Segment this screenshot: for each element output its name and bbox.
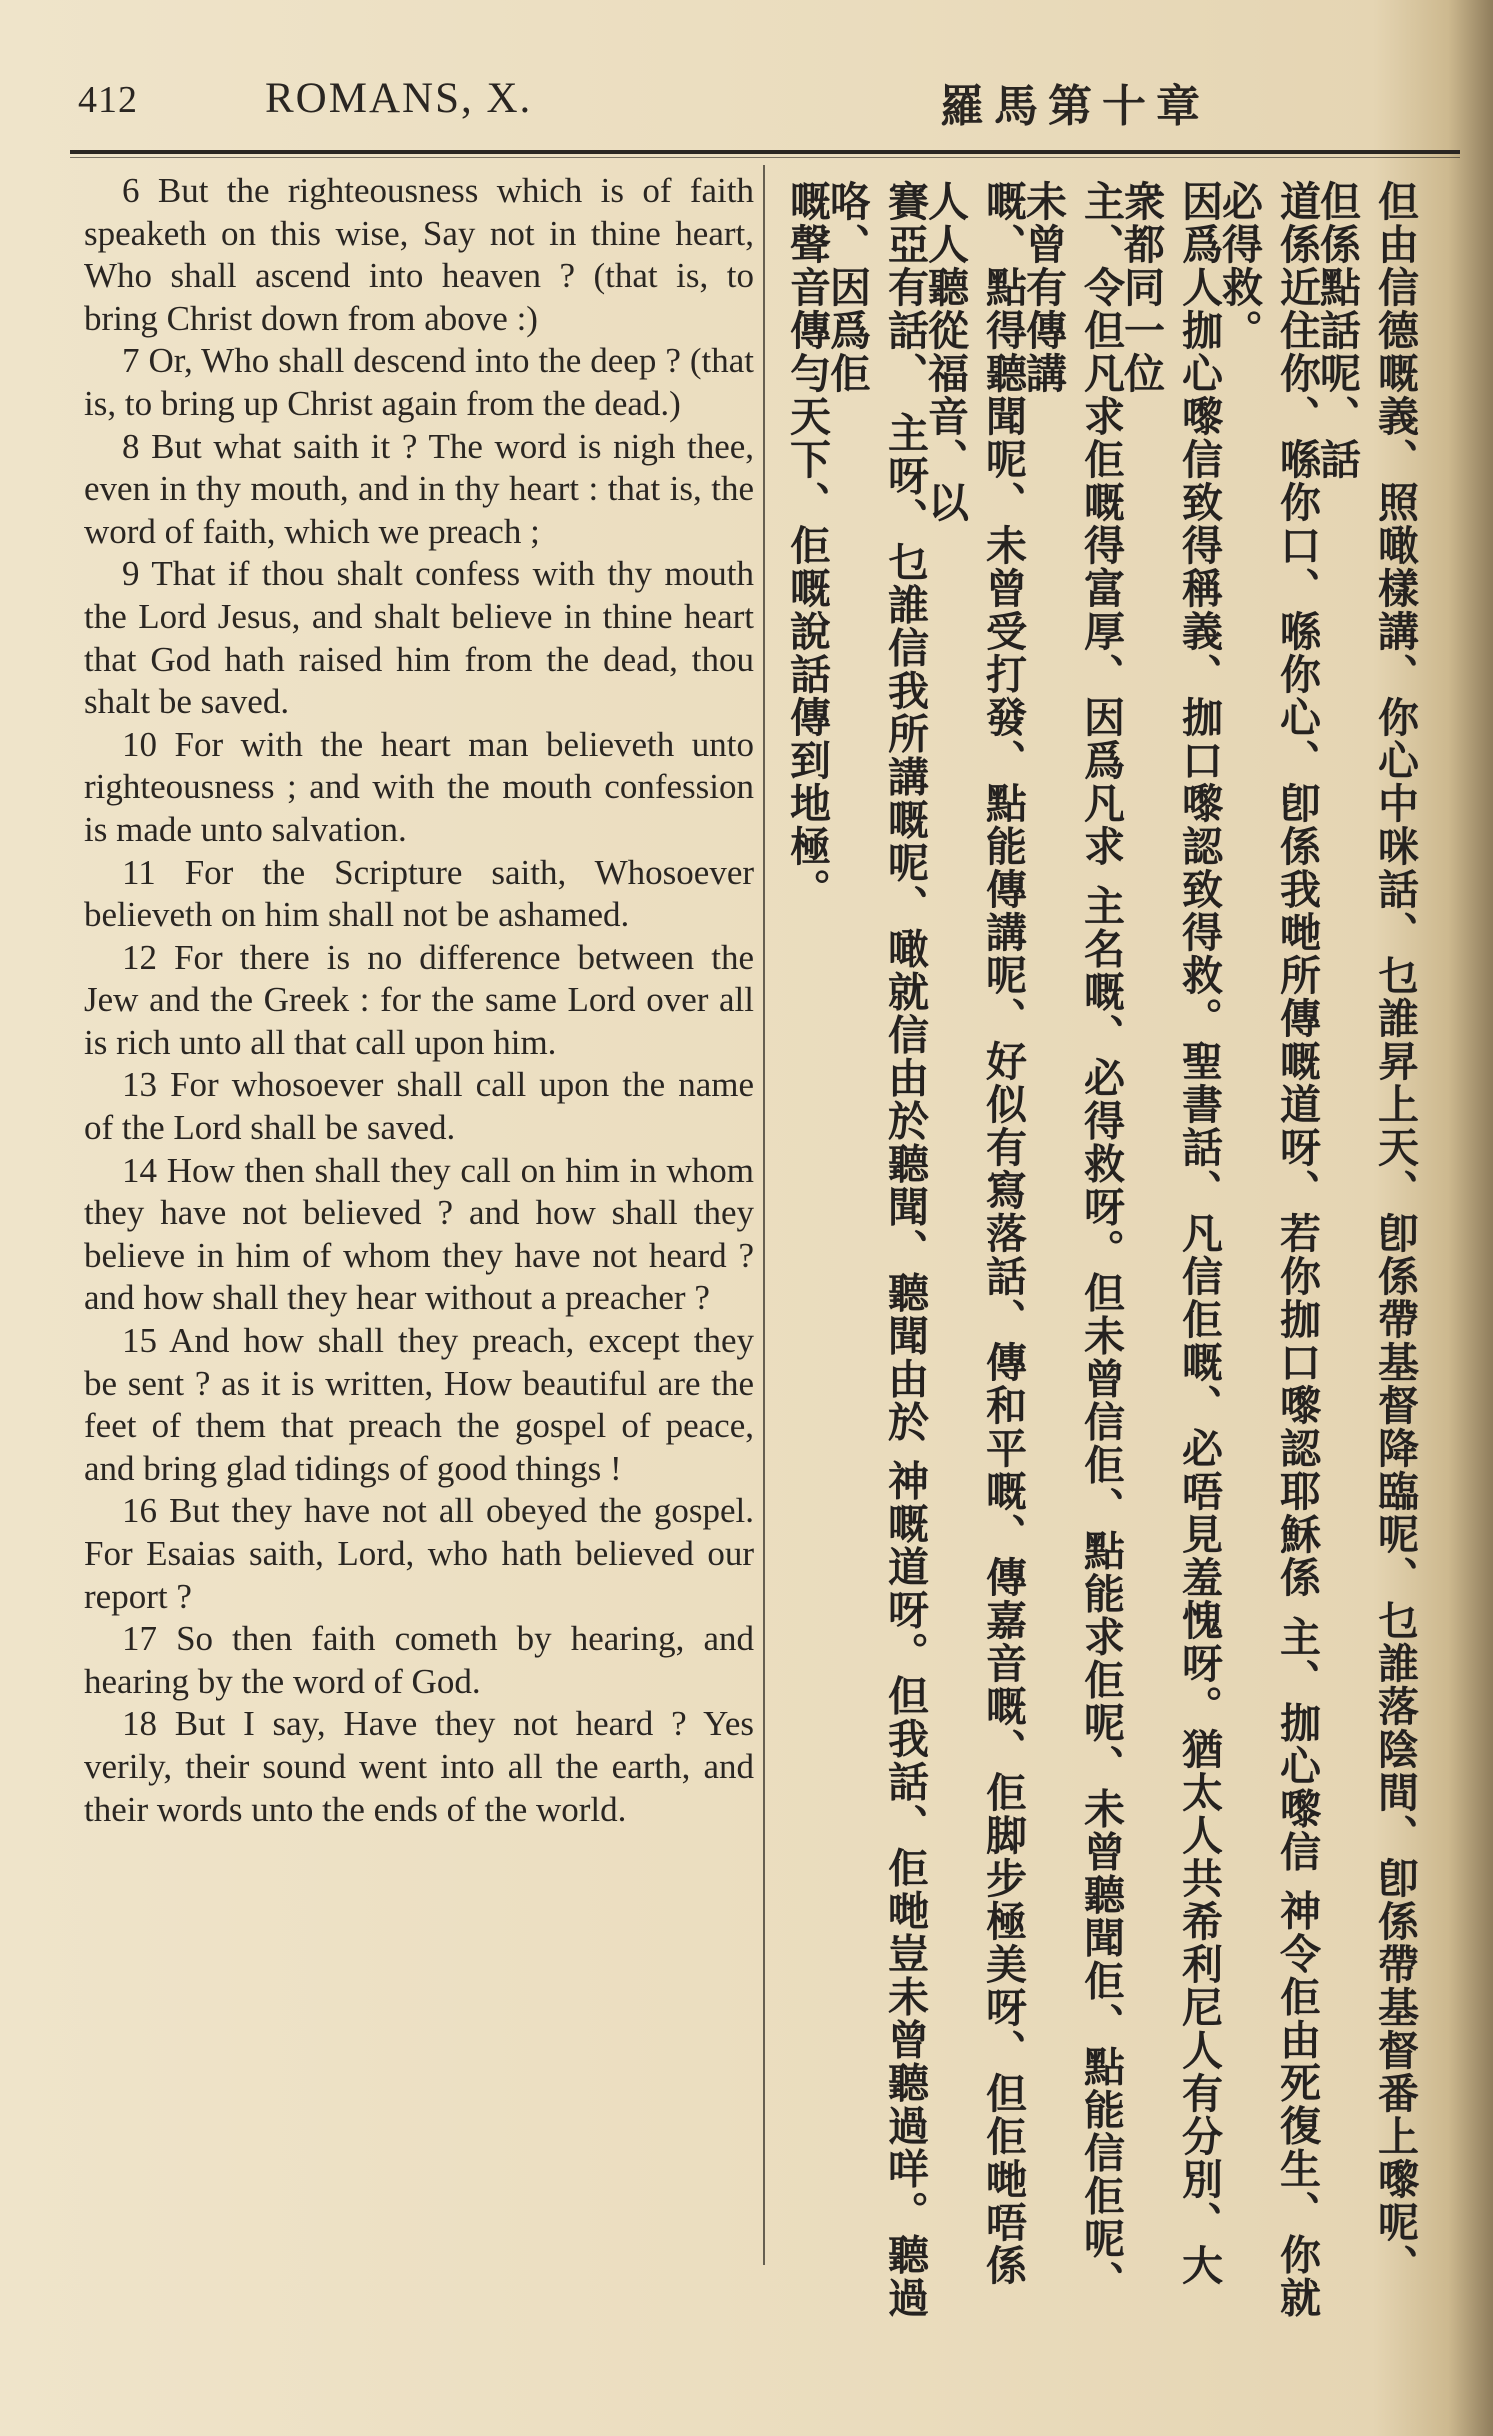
verse-15: 15 And how shall they preach, except they be sent ? as it is written, How beautiful are the feet of them that preach the gospel of peace, and bring glad tidings of good things ! — [84, 1321, 754, 1488]
chinese-column: 賽亞有話、 主呀、乜誰信我所講嘅呢、噉就信由於聽聞、聽聞由於 神嘅道呀。但我話、佢哋豈未曾聽過咩。聽過咯、因爲佢 — [823, 180, 929, 2320]
chinese-column: 道係近住你、喺你口、喺你心、卽係我哋所傳嘅道呀、若你拁口嚟認耶穌係 主、拁心嚟信 神令佢由死復生、你就必得救。 — [1215, 180, 1321, 2320]
verse-14: 14 How then shall they call on him in whom they have not believed ? and how shall they believe in him of whom they have not heard ? and how shall they hear without a preacher ? — [84, 1150, 755, 1318]
verse-10: 10 For with the heart man believeth unto righteousness ; and with the mouth confession is made unto salvation. — [84, 724, 755, 849]
verse-18: 18 But I say, Have they not heard ? Yes verily, their sound went into all the earth, and their words unto the ends of the world. — [84, 1704, 755, 1829]
verse-12: 12 For there is no difference between the Jew and the Greek : for the same Lord over all is rich unto all that call upon him. — [84, 937, 754, 1062]
verse-13: 13 For whosoever shall call upon the name of the Lord shall be saved. — [84, 1065, 755, 1148]
chinese-column: 嘅聲音傳勻天下、佢嘅說話傳到地極。 — [783, 180, 831, 911]
verse-6: 6 But the righteousness which is of faith speaketh on this wise, Say not in thine heart, Who shall ascend into heaven ? (that is, to bring Christ down from above :) — [84, 171, 754, 338]
page-number: 412 — [78, 79, 138, 121]
header-rule — [70, 150, 1460, 154]
header-rule-thin — [70, 157, 1460, 158]
chinese-column: 主、令但凡求佢嘅得富厚、因爲凡求 主名嘅、必得救呀。但未曾信佢、點能求佢呢、未曾聽聞佢、點能信佢呢、未曾有傳講 — [1019, 180, 1125, 2304]
chinese-column: 嘅、點得聽聞呢、未曾受打發、點能傳講呢、好似有寫落話、傳和平嘅、傳嘉音嘅、佢脚步極美呀、但佢哋唔係人人聽從福音、以 — [921, 180, 1027, 2287]
verse-8: 8 But what saith it ? The word is nigh thee, even in thy mouth, and in thy heart : that is, the word of faith, which we preach ; — [84, 426, 755, 551]
verse-7: 7 Or, Who shall descend into the deep ? (that is, to bring up Christ again from the dead.) — [84, 341, 755, 423]
chinese-column: 但由信德嘅義、照噉樣講、你心中咪話、乜誰昇上天、卽係帶基督降臨呢、乜誰落陰間、卽係帶基督番上嚟呢、但係點話呢、話 — [1313, 180, 1419, 2287]
column-divider — [763, 165, 765, 2265]
verse-9: 9 That if thou shalt confess with thy mouth the Lord Jesus, and shalt believe in thine heart that God hath raised him from the dead, thou shalt be saved. — [84, 554, 754, 722]
running-title: ROMANS, X. — [265, 75, 533, 122]
verse-11: 11 For the Scripture saith, Whosoever believeth on him shall not be ashamed. — [84, 852, 755, 935]
page-header — [0, 0, 1493, 160]
chinese-running-title: 羅馬第十章 — [940, 81, 1210, 132]
chinese-column: 因爲人拁心嚟信致得稱義、拁口嚟認致得救。聖書話、凡信佢嘅、必唔見羞愧呀。猶太人共希利尼人有分別、大衆都同一位 — [1117, 180, 1223, 2287]
verse-17: 17 So then faith cometh by hearing, and hearing by the word of God. — [84, 1619, 754, 1701]
english-text-column — [84, 170, 754, 2300]
verse-16: 16 But they have not all obeyed the gospel. For Esaias saith, Lord, who hath believed our report ? — [84, 1491, 755, 1616]
